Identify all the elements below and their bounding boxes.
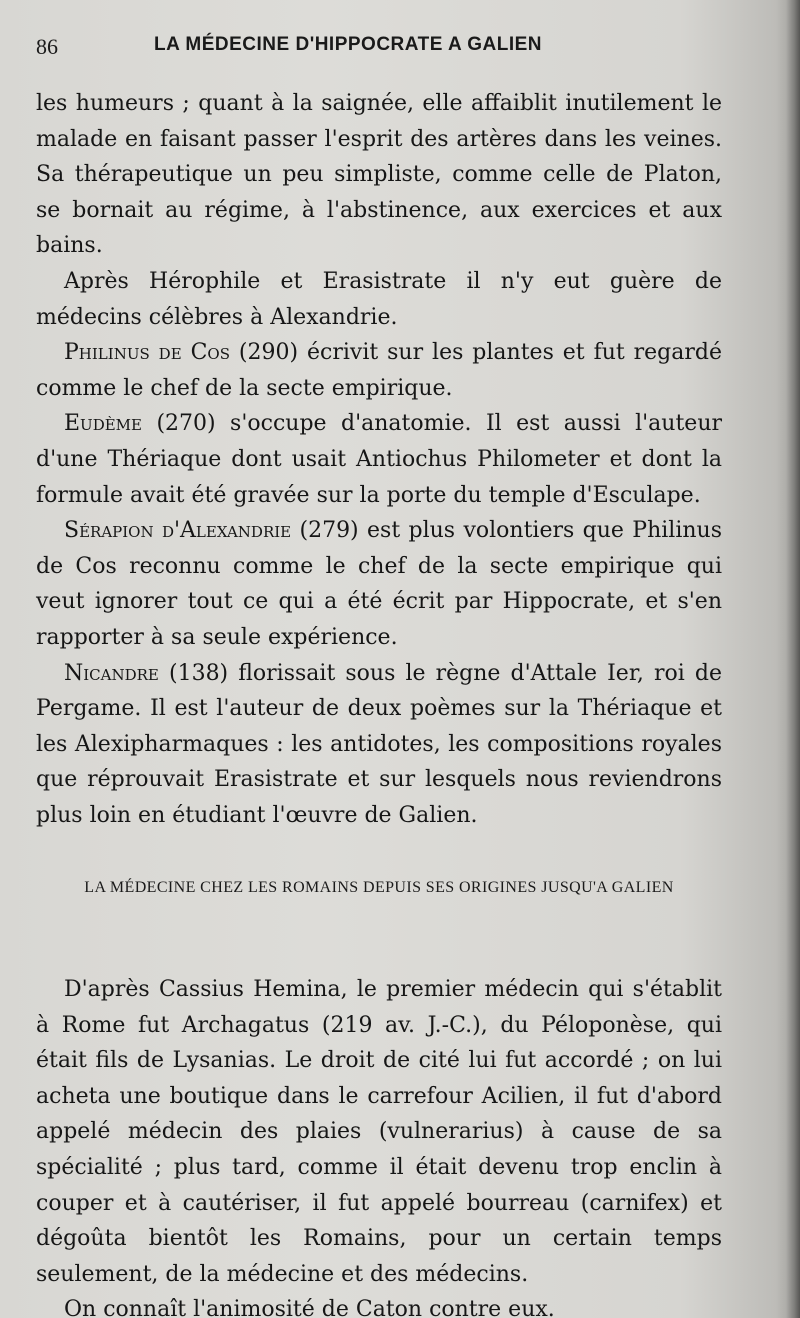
paragraph-text: (270) s'occupe d'anatomie. Il est aussi l'auteur d'une Thériaque dont usait Antiochus Philometer et dont la formule avait été gravée sur la porte du temple d'Esculape.: [36, 411, 722, 508]
person-name: Philinus de Cos: [64, 340, 230, 366]
paragraph-text: On connaît l'animosité de Caton contre eux.: [64, 1297, 555, 1318]
section-title: LA MÉDECINE CHEZ LES ROMAINS DEPUIS SES ORIGINES JUSQU'A GALIEN: [84, 879, 674, 896]
paragraph-text: (279) est plus volontiers que Philinus de Cos reconnu comme le chef de la secte empirique qui veut ignorer tout ce qui a été écrit par Hippocrate, et s'en rapporter à sa seule expérience.: [36, 518, 722, 650]
paragraph: [36, 1292, 722, 1318]
running-title: LA MÉDECINE D'HIPPOCRATE A GALIEN: [154, 34, 543, 55]
paragraph: [36, 264, 722, 335]
person-name: Eudème: [64, 411, 142, 437]
paragraph: [36, 335, 722, 406]
paragraph-text: les humeurs ; quant à la saignée, elle affaiblit inutilement le malade en faisant passer l'esprit des artères dans les veines. Sa thérapeutique un peu simpliste, comme celle de Platon, se bornait au régime, à l'abstinence, aux exercices et aux bains.: [36, 91, 722, 259]
paragraph: [36, 86, 722, 264]
paragraph: [36, 656, 722, 834]
paragraph-text: Après Hérophile et Erasistrate il n'y eut guère de médecins célèbres à Alexandrie.: [36, 268, 722, 330]
paragraph: [36, 972, 722, 1292]
person-name: Sérapion d'Alexandrie: [64, 518, 292, 544]
page-number: 86: [36, 34, 58, 59]
paragraph-text: (290) écrivit sur les plantes et fut regardé comme le chef de la secte empirique.: [36, 340, 723, 401]
page-header: [36, 34, 736, 64]
paragraph: [36, 406, 722, 513]
body-text-block: [36, 972, 722, 1318]
paragraph-text: D'après Cassius Hemina, le premier médecin qui s'établit à Rome fut Archagatus (219 av. J.-C.), du Péloponèse, qui était fils de Lysanias. Le droit de cité lui fut accordé ; on lui acheta une boutique dans le carrefour Acilien, il fut d'abord appelé médecin des plaies (vulnerarius) à cause de sa spécialité ; plus tard, comme il était devenu trop enclin à couper et à cautériser, il fut appelé bourreau (carnifex) et dégoûta bientôt les Romains, pour un certain temps seulement, de la médecine et des médecins.: [36, 977, 722, 1287]
person-name: Nicandre: [64, 660, 159, 686]
page-edge-shadow: [786, 0, 800, 1318]
body-text-block: [36, 86, 722, 833]
paragraph: [36, 513, 722, 655]
paragraph-text: (138) florissait sous le règne d'Attale Ier, roi de Pergame. Il est l'auteur de deux poèmes sur la Thériaque et les Alexipharmaques : les antidotes, les compositions royales que réprouvait Erasistrate et sur lesquels nous reviendrons plus loin en étudiant l'œuvre de Galien.: [36, 660, 722, 828]
